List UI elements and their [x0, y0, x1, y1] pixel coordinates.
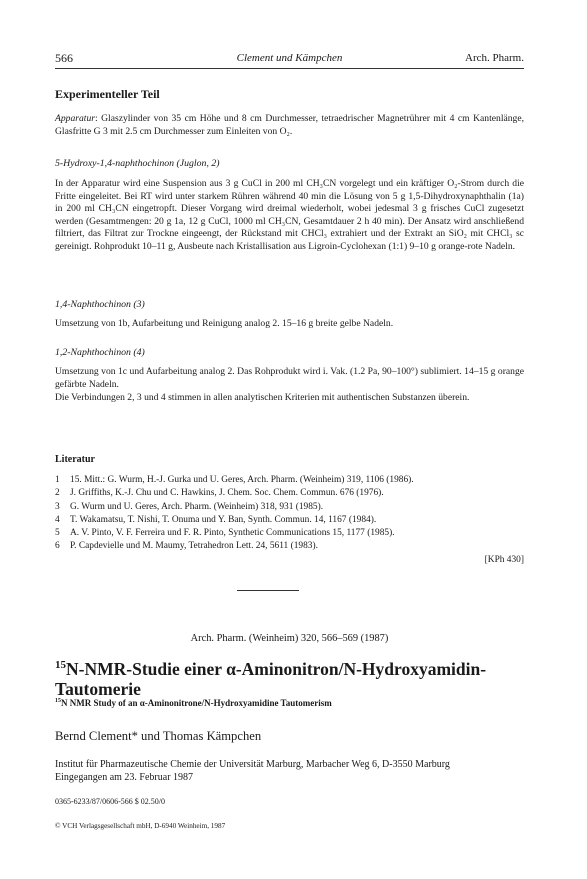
- copyright-line: © VCH Verlagsgesellschaft mbH, D-6940 Weinheim, 1987: [55, 822, 226, 830]
- journal-name: Arch. Pharm.: [465, 52, 524, 64]
- manuscript-code: [KPh 430]: [484, 555, 524, 565]
- reference-number: 5: [55, 528, 60, 539]
- reference-number: 2: [55, 488, 60, 499]
- article-affiliation: [55, 758, 530, 784]
- running-header: [55, 51, 524, 67]
- compound-3-heading: 1,4-Naphthochinon (3): [55, 299, 145, 310]
- reference-item: [55, 527, 524, 540]
- reference-text: J. Griffiths, K.-J. Chu und C. Hawkins, J. Chem. Soc. Chem. Commun. 676 (1976).: [70, 488, 384, 499]
- reference-number: 6: [55, 541, 60, 552]
- article-separator: [237, 590, 299, 591]
- reference-text: A. V. Pinto, V. F. Ferreira und F. R. Pinto, Synthetic Communications 15, 1177 (1985).: [70, 528, 395, 539]
- section-title: Experimenteller Teil: [55, 87, 160, 101]
- header-rule: [55, 68, 524, 69]
- reference-item: [55, 540, 524, 553]
- apparatur-text: : Glaszylinder von 35 cm Höhe und 8 cm Durchmesser, tetraedrischer Magnetrührer mit 4 cm Kantenlänge, Glasfritte G 3 mit 2.5 cm Durchmesser zum Einleiten von O₂.: [55, 113, 524, 137]
- compound-2-heading: 5-Hydroxy-1,4-naphthochinon (Juglon, 2): [55, 158, 220, 169]
- reference-number: 3: [55, 501, 60, 512]
- reference-number: 1: [55, 475, 60, 485]
- institution: Institut für Pharmazeutische Chemie der Universität Marburg, Marbacher Weg 6, D-3550 Marburg: [55, 759, 450, 770]
- subtitle-text: N NMR Study of an α-Aminonitrone/N-Hydroxyamidine Tautomerism: [61, 698, 332, 708]
- title-superscript: 15: [55, 659, 66, 671]
- title-text: N-NMR-Studie einer α-Aminonitron/N-Hydroxyamidin-Tautomerie: [55, 658, 487, 699]
- article-title: [55, 655, 530, 699]
- reference-item: [55, 474, 524, 487]
- received-date: Eingegangen am 23. Februar 1987: [55, 772, 194, 783]
- reference-item: [55, 501, 524, 514]
- apparatur-label: Apparatur: [55, 113, 95, 124]
- subtitle-superscript: 15: [55, 698, 61, 704]
- compound-4-text: Umsetzung von 1c und Aufarbeitung analog 2. Das Rohprodukt wird i. Vak. (1.2 Pa, 90–100°) sublimiert. 14–15 g orange gefärbte Nadeln.: [55, 366, 524, 390]
- article-subtitle: [55, 698, 332, 708]
- reference-text: T. Wakamatsu, T. Nishi, T. Onuma und Y. Ban, Synth. Commun. 14, 1167 (1984).: [70, 514, 377, 525]
- reference-item: [55, 514, 524, 527]
- page-number: 566: [55, 51, 73, 65]
- compound-3-text: Umsetzung von 1b, Aufarbeitung und Reinigung analog 2. 15–16 g breite gelbe Nadeln.: [55, 318, 394, 329]
- article-authors: Bernd Clement* und Thomas Kämpchen: [55, 729, 262, 743]
- article-code: 0365-6233/87/0606-566 $ 02.50/0: [55, 797, 165, 806]
- apparatur-paragraph: [55, 113, 524, 138]
- reference-text: P. Capdevielle und M. Maumy, Tetrahedron Lett. 24, 5611 (1983).: [70, 541, 318, 552]
- compound-4-heading: 1,2-Naphthochinon (4): [55, 347, 145, 358]
- reference-number: 4: [55, 514, 60, 525]
- reference-list: [55, 474, 524, 554]
- compound-4-text-2: Die Verbindungen 2, 3 und 4 stimmen in allen analytischen Kriterien mit authentischen Substanzen überein.: [55, 392, 470, 403]
- reference-text: 15. Mitt.: G. Wurm, H.-J. Gurka und U. Geres, Arch. Pharm. (Weinheim) 319, 1106 (1986).: [70, 475, 414, 485]
- literature-title: Literatur: [55, 454, 95, 465]
- reference-item: [55, 487, 524, 500]
- article-citation: Arch. Pharm. (Weinheim) 320, 566–569 (1987): [190, 633, 389, 644]
- compound-2-text: In der Apparatur wird eine Suspension aus 3 g CuCl in 200 ml CH₃CN vorgelegt und ein kräftiger O₂-Strom durch die Fritte eingeleitet. Bei RT wird unter starkem Rühren während 40 min die Lösung von 5 g 1,5-Dihydroxynaphthalin (1a) in 200 ml CH₃CN eingetropft. Dieser Vorgang wird dreimal wiederholt, wobei jedesmal 3 g frisches CuCl zugesetzt werden (Gesamtmengen: 20 g 1a, 12 g CuCl, 1000 ml CH₃CN, Gesamtdauer 2 h 40 min). Der Ansatz wird anschließend filtriert, das Filtrat zur Trockne eingeengt, der Rückstand mit CHCl₃ extrahiert und der Extrakt an SiO₂ mit CHCl₃ sc gereinigt. Rohprodukt 10–11 g, Ausbeute nach Kristallisation aus Ligroin-Cyclohexan (1:1) 9–10 g orange-rote Nadeln.: [55, 178, 524, 252]
- reference-text: G. Wurm und U. Geres, Arch. Pharm. (Weinheim) 318, 931 (1985).: [70, 501, 324, 512]
- running-title: Clement und Kämpchen: [236, 52, 343, 64]
